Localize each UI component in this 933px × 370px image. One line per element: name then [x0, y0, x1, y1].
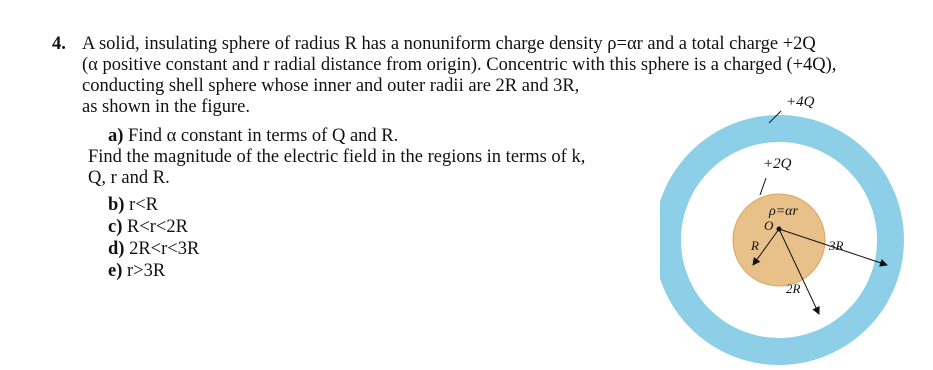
part-c-text: R<r<2R: [127, 217, 188, 237]
problem-text-line-4: as shown in the figure.: [82, 97, 251, 117]
instruction-line-1: Find the magnitude of the electric field in the regions in terms of k,: [88, 147, 586, 167]
problem-text-line-3: conducting shell sphere whose inner and outer radii are 2R and 3R,: [82, 76, 580, 96]
part-d-label: d): [108, 239, 125, 259]
part-d: [108, 238, 199, 260]
part-e: [108, 260, 165, 282]
sphere-charge-label: +2Q: [763, 156, 792, 172]
part-a-text: Find α constant in terms of Q and R.: [128, 126, 399, 146]
part-a: [108, 125, 398, 147]
origin-label: O: [764, 218, 774, 233]
part-b: [108, 194, 158, 216]
part-c: [108, 216, 188, 238]
part-b-label: b): [108, 195, 125, 215]
instruction-line-2: Q, r and R.: [88, 168, 170, 188]
problem-text-line-2: (α positive constant and r radial distance from origin). Concentric with this sphere is a charged (+4Q),: [82, 55, 837, 75]
radius-3r-label: 3R: [829, 238, 844, 253]
sphere-shell-figure: [660, 90, 910, 365]
part-b-text: r<R: [129, 195, 159, 215]
shell-charge-label: +4Q: [786, 94, 815, 110]
figure-svg: [660, 90, 910, 365]
part-e-label: e): [108, 261, 123, 281]
part-d-text: 2R<r<3R: [129, 239, 200, 259]
radius-2r-label: 2R: [786, 281, 801, 296]
part-a-label: a): [108, 126, 124, 146]
question-number: 4.: [52, 34, 66, 54]
part-c-label: c): [108, 217, 123, 237]
radius-r-label: R: [751, 238, 759, 253]
problem-text-line-1: A solid, insulating sphere of radius R has a nonuniform charge density ρ=αr and a total charge +2Q: [82, 34, 816, 54]
part-e-text: r>3R: [127, 261, 166, 281]
density-label: ρ=αr: [769, 204, 798, 219]
